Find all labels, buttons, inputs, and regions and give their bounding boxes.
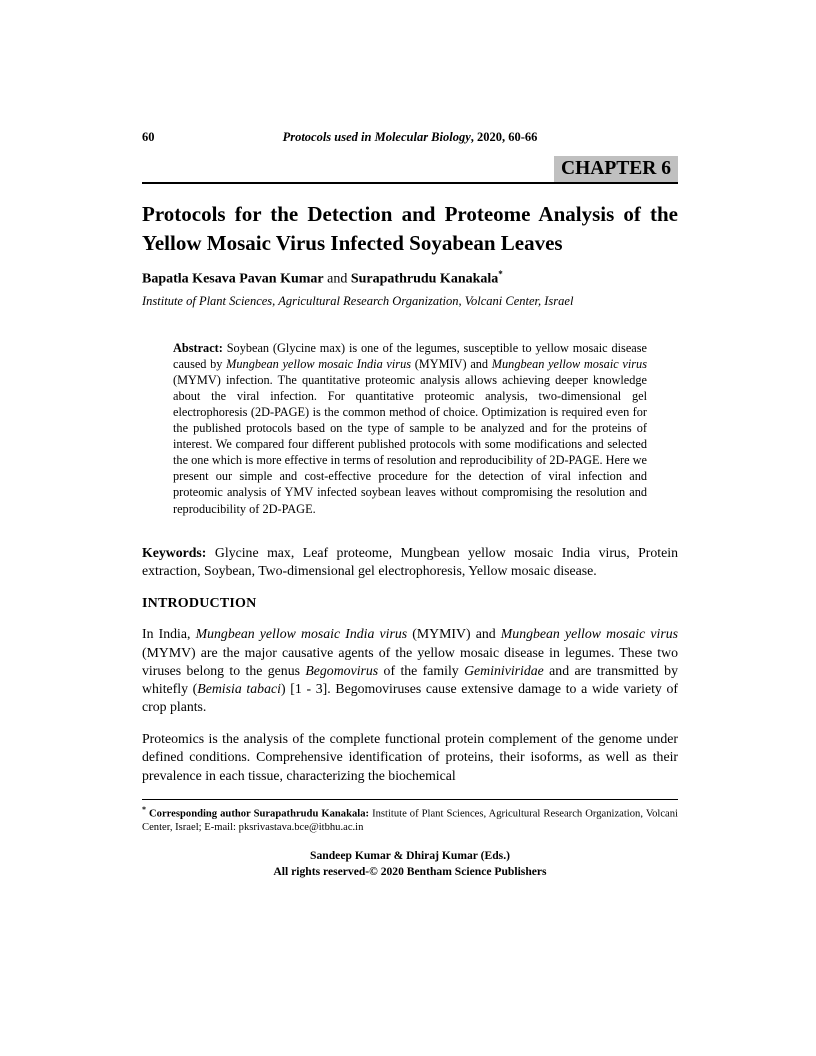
abstract-label: Abstract: [173, 340, 227, 355]
corresponding-author-footnote [142, 799, 678, 835]
para-segment: ) [1 - 3]. Begomoviruses cause extensive damage to a wide variety of crop plants. [142, 680, 678, 715]
intro-paragraph-2: Proteomics is the analysis of the complete functional protein complement of the genome under defined conditions. Comprehensive identification of proteins, their isoforms, as well as their prevalence in each tissue, characterizing the biochemical [142, 731, 678, 783]
footnote-bold-lead: Corresponding author Surapathrudu Kanakala: [146, 808, 373, 820]
footnote-mark: * [142, 804, 146, 814]
running-header [142, 130, 678, 147]
journal-issue-pages: , 2020, 60-66 [470, 130, 538, 144]
abstract-segment: (MYMV) infection. The quantitative proteomic analysis allows achieving deeper knowledge about the viral infection. For quantitative proteomic analysis, two-dimensional gel electrophoresis (2D-PAGE) is the common method of choice. Optimization is required even for the published protocols based on the type of sample to be analyzed and for the proteins of interest. We compared four different published protocols with some modifications and selected the one which is more effective in terms of resolution and reproducibility of 2D-PAGE. Here we present our simple and cost-effective procedure for the detection of viral infection and proteomic analysis of YMV infected soybean leaves without compromising the resolution and reproducibility of 2D-PAGE. [173, 372, 647, 516]
para-segment: (MYMIV) and [407, 626, 501, 642]
abstract-paragraph [173, 340, 647, 517]
para-segment: In India, [142, 626, 196, 642]
publisher-imprint [142, 848, 678, 879]
abstract-segment: (MYMIV) and [411, 356, 492, 371]
journal-name: Protocols used in Molecular Biology [282, 130, 471, 144]
editors-line: Sandeep Kumar & Dhiraj Kumar (Eds.) [310, 848, 510, 862]
abstract-segment: Soybean (Glycine max) is one of the legumes, susceptible to yellow mosaic disease caused by [173, 340, 647, 371]
page-number: 60 [142, 130, 155, 144]
para-segment-species-name: Bemisia tabaci [197, 680, 281, 696]
corresponding-author-mark: * [498, 268, 503, 279]
affiliation: Institute of Plant Sciences, Agricultural Research Organization, Volcani Center, Israel [142, 293, 574, 308]
para-segment-virus-name: Mungbean yellow mosaic virus [500, 626, 678, 642]
chapter-rule [142, 156, 678, 184]
para-segment-virus-name: Mungbean yellow mosaic India virus [195, 626, 408, 642]
keywords-paragraph [142, 544, 678, 581]
article-title: Protocols for the Detection and Proteome Analysis of the Yellow Mosaic Virus Infected Soyabean Leaves [142, 202, 678, 256]
section-heading-introduction: INTRODUCTION [142, 596, 257, 612]
keywords-list: Glycine max, Leaf proteome, Mungbean yellow mosaic India virus, Protein extraction, Soybean, Two-dimensional gel electrophoresis, Yellow mosaic disease. [142, 544, 678, 578]
authors-line [142, 269, 678, 288]
chapter-badge: CHAPTER 6 [554, 156, 678, 182]
para-segment-genus-name: Begomovirus [305, 662, 379, 678]
para-segment: and are transmitted by whitefly ( [142, 662, 678, 696]
keywords-label: Keywords: [142, 544, 215, 560]
para-segment: (MYMV) are the major causative agents of the yellow mosaic disease in legumes. These two viruses belong to the genus [142, 644, 678, 678]
intro-paragraph-1 [142, 625, 678, 716]
author-1: Bapatla Kesava Pavan Kumar [142, 271, 324, 287]
abstract-segment-virus-name: Mungbean yellow mosaic virus [491, 356, 647, 371]
para-segment: of the family [378, 662, 465, 678]
author-2: Surapathrudu Kanakala [350, 271, 499, 287]
copyright-line: All rights reserved-© 2020 Bentham Science Publishers [273, 864, 547, 878]
footnote-text: Institute of Plant Sciences, Agricultural Research Organization, Volcani Center, Israel; E-mail: pksrivastava.bce@itbhu.ac.in [142, 808, 678, 834]
abstract-segment-virus-name: Mungbean yellow mosaic India virus [226, 356, 412, 371]
para-segment-family-name: Geminiviridae [464, 662, 544, 678]
authors-connector: and [323, 271, 351, 287]
running-title [142, 130, 678, 145]
